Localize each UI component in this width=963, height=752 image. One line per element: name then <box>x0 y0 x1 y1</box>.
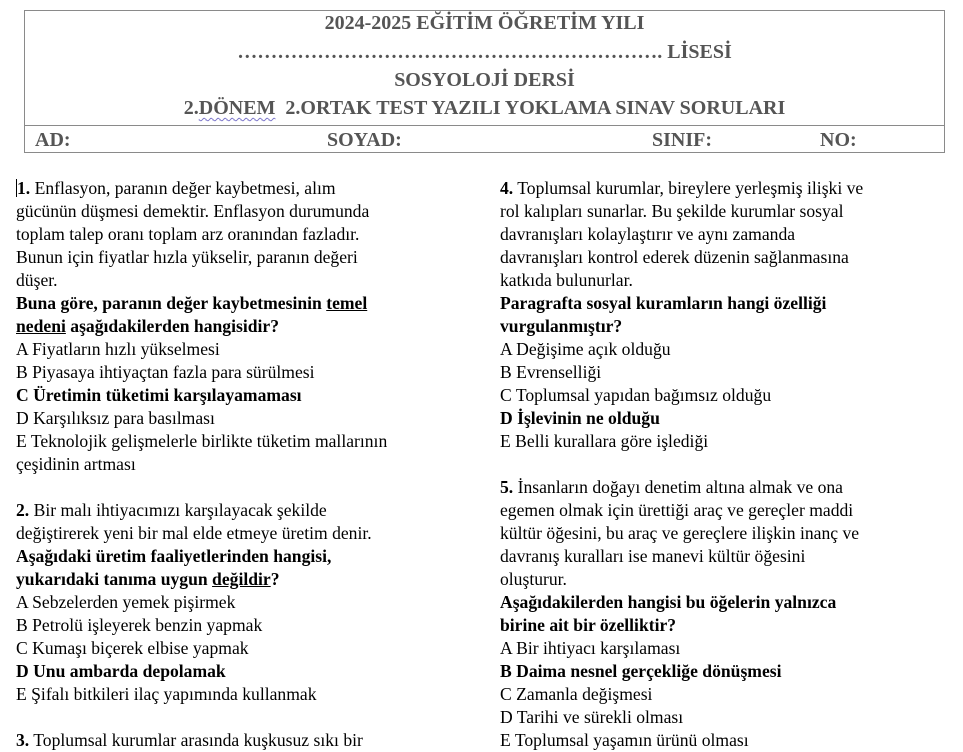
school-year-line: 2024-2025 EĞİTİM ÖĞRETİM YILI <box>324 12 645 34</box>
option-d[interactable]: D İşlevinin ne olduğu <box>500 408 660 428</box>
label-soyad: SOYAD: <box>327 129 402 151</box>
question-text-line: Bir malı ihtiyacımızı karşılayacak şekilde <box>29 500 327 520</box>
course-title: SOSYOLOJİ DERSİ <box>394 69 575 91</box>
question-text-line: davranışları kontrol ederek düzenin sağlanmasına <box>500 247 849 267</box>
option-b[interactable]: B Daima nesnel gerçekliğe dönüşmesi <box>500 661 782 681</box>
option-c[interactable]: C Kumaşı biçerek elbise yapmak <box>16 638 249 658</box>
option-e[interactable]: E Toplumsal yaşamın ürünü olması <box>500 730 749 750</box>
option-c[interactable]: C Toplumsal yapıdan bağımsız olduğu <box>500 385 772 405</box>
question-text-line: davranışları kolaylaştırır ve aynı zamanda <box>500 224 796 244</box>
option-c[interactable]: C Zamanla değişmesi <box>500 684 653 704</box>
question-text-line: Bunun için fiyatlar hızla yükselir, paranın değeri <box>16 247 358 267</box>
stem-underlined: değildir <box>212 569 271 589</box>
question-stem: Paragrafta sosyal kuramların hangi özelliği <box>500 293 827 313</box>
question-text-line: oluşturur. <box>500 569 567 589</box>
question-stem: birine ait bir özelliktir? <box>500 615 677 635</box>
stem-text: Buna göre, paranın değer kaybetmesinin <box>16 293 327 313</box>
exam-test-number: 2. <box>275 97 301 119</box>
question-2 <box>16 499 456 706</box>
option-d[interactable]: D Karşılıksız para basılması <box>16 408 215 428</box>
option-a[interactable]: A Sebzelerden yemek pişirmek <box>16 592 236 612</box>
stem-text: yukarıdaki tanıma uygun <box>16 569 213 589</box>
question-number: 5. <box>500 477 514 497</box>
stem-text: ? <box>270 569 280 589</box>
spacer <box>16 706 456 729</box>
stem-underlined: nedeni <box>16 316 66 336</box>
left-column <box>16 177 456 752</box>
question-3 <box>16 729 456 752</box>
question-text-line: İnsanların doğayı denetim altına almak ve ona <box>513 477 843 497</box>
question-stem <box>16 315 456 338</box>
question-number: 4. <box>500 178 514 198</box>
question-text-line: Enflasyon, paranın değer kaybetmesi, alım <box>30 178 336 198</box>
option-d[interactable]: D Unu ambarda depolamak <box>16 661 226 681</box>
right-column <box>500 177 940 752</box>
spacer <box>500 453 940 476</box>
label-sinif: SINIF: <box>652 129 713 151</box>
question-text-line: kültür öğesini, bu araç ve gereçlere ilişkin inanç ve <box>500 523 860 543</box>
spacer <box>16 476 456 499</box>
exam-term-number: 2. <box>183 97 199 119</box>
school-word: LİSESİ <box>667 41 732 63</box>
question-stem: Aşağıdaki üretim faaliyetlerinden hangisi, <box>16 546 332 566</box>
question-4 <box>500 177 940 453</box>
label-no: NO: <box>820 129 857 151</box>
question-1 <box>16 177 456 476</box>
question-number: 1. <box>17 178 31 198</box>
option-a[interactable]: A Değişime açık olduğu <box>500 339 671 359</box>
school-name-line <box>25 40 944 64</box>
option-e[interactable]: E Şifalı bitkileri ilaç yapımında kullanmak <box>16 684 317 704</box>
exam-title-rest: ORTAK TEST YAZILI YOKLAMA SINAV SORULARI <box>300 97 786 119</box>
question-text-line: egemen olmak için ürettiği araç ve gereçler maddi <box>500 500 854 520</box>
question-number: 3. <box>16 730 30 750</box>
exam-header <box>24 10 945 153</box>
school-name-blank: ………………………………………………………. <box>237 41 663 63</box>
question-text-line: değiştirerek yeni bir mal elde etmeye üretim denir. <box>16 523 372 543</box>
option-a[interactable]: A Bir ihtiyacı karşılaması <box>500 638 681 658</box>
stem-text: aşağıdakilerden hangisidir? <box>65 316 280 336</box>
question-number: 2. <box>16 500 30 520</box>
option-e[interactable]: E Teknolojik gelişmelerle birlikte tüketim mallarının <box>16 431 388 451</box>
question-stem <box>16 568 456 591</box>
question-stem: Aşağıdakilerden hangisi bu öğelerin yalnızca <box>500 592 837 612</box>
option-d[interactable]: D Tarihi ve sürekli olması <box>500 707 684 727</box>
question-5 <box>500 476 940 752</box>
stem-underlined: temel <box>326 293 368 313</box>
question-text-line: düşer. <box>16 270 58 290</box>
question-text-line: davranış kuralları ise manevi kültür öğesini <box>500 546 806 566</box>
label-ad: AD: <box>35 129 71 151</box>
question-text-line: Toplumsal kurumlar arasında kuşkusuz sıkı bir <box>29 730 363 750</box>
question-stem: vurgulanmıştır? <box>500 316 623 336</box>
question-text-line: gücünün düşmesi demektir. Enflasyon durumunda <box>16 201 370 221</box>
option-a[interactable]: A Fiyatların hızlı yükselmesi <box>16 339 220 359</box>
option-b[interactable]: B Petrolü işleyerek benzin yapmak <box>16 615 263 635</box>
question-text-line: toplam talep oranı toplam arz oranından fazladır. <box>16 224 360 244</box>
student-info-row <box>25 125 944 154</box>
exam-title <box>25 96 944 120</box>
option-b[interactable]: B Evrenselliği <box>500 362 602 382</box>
option-e-continued: çeşidinin artması <box>16 454 136 474</box>
option-b[interactable]: B Piyasaya ihtiyaçtan fazla para sürülmesi <box>16 362 315 382</box>
exam-term-word: DÖNEM <box>198 97 276 119</box>
question-text-line: Toplumsal kurumlar, bireylere yerleşmiş ilişki ve <box>513 178 864 198</box>
question-text-line: rol kalıpları sunarlar. Bu şekilde kurumlar sosyal <box>500 201 844 221</box>
option-c[interactable]: C Üretimin tüketimi karşılayamaması <box>16 385 302 405</box>
option-e[interactable]: E Belli kurallara göre işlediği <box>500 431 709 451</box>
question-text-line: katkıda bulunurlar. <box>500 270 633 290</box>
question-stem <box>16 292 456 315</box>
